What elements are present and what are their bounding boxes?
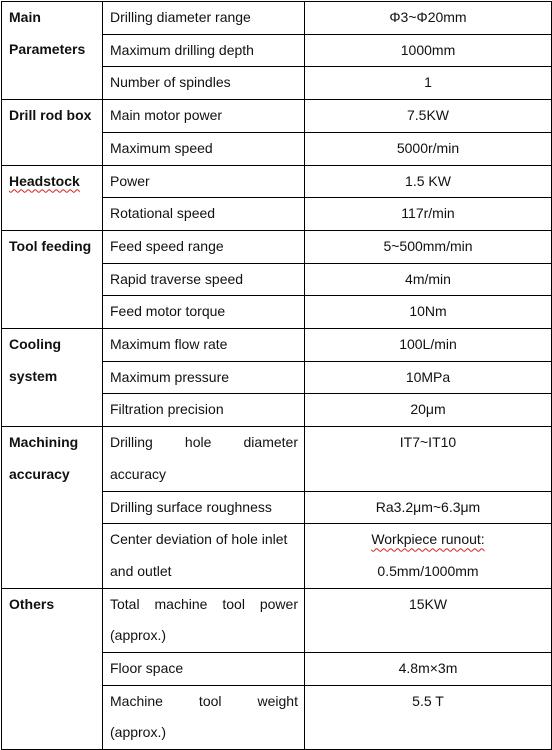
value-cell: [305, 198, 552, 231]
parameter-cell: [103, 100, 305, 133]
parameter-text: Floor space: [110, 660, 184, 677]
parameter-text: (approx.): [110, 724, 167, 741]
value-text: 0.5mm/1000mm: [377, 562, 479, 579]
group-name-cell: [2, 427, 103, 589]
parameter-cell: [103, 329, 305, 362]
parameter-cell: [103, 361, 305, 394]
value-cell: [305, 653, 552, 686]
parameter-text: Feed motor torque: [110, 303, 226, 320]
table-row: [2, 588, 552, 652]
value-cell: [305, 524, 552, 588]
group-name-line: Machining: [9, 434, 79, 451]
parameter-text: Maximum pressure: [110, 368, 230, 385]
value-cell: [305, 427, 552, 491]
parameter-cell: [103, 230, 305, 263]
table-row: [2, 165, 552, 198]
parameter-text: Maximum flow rate: [110, 336, 228, 353]
value-text: 5000r/min: [396, 139, 460, 156]
group-name-line: Parameters: [9, 40, 86, 57]
parameter-cell: [103, 296, 305, 329]
parameter-text: Number of spindles: [110, 74, 231, 91]
group-name-line: Others: [9, 595, 55, 612]
parameter-text: Total machine tool power: [110, 595, 298, 612]
parameter-cell: [103, 653, 305, 686]
value-cell: [305, 588, 552, 652]
parameter-text: Filtration precision: [110, 401, 224, 418]
value-text: 4.8m×3m: [398, 660, 458, 677]
table-row: [2, 230, 552, 263]
group-name-cell: [2, 230, 103, 328]
value-text: Ra3.2μm~6.3μm: [375, 498, 481, 515]
value-text: 7.5KW: [406, 107, 449, 124]
parameter-cell: [103, 198, 305, 231]
value-text: 10Nm: [409, 303, 447, 320]
group-name-line: Headstock: [9, 172, 80, 189]
group-name-line: accuracy: [9, 465, 70, 482]
parameter-cell: [103, 2, 305, 35]
parameter-text: Drilling diameter range: [110, 9, 251, 25]
value-text: 15KW: [408, 595, 448, 612]
parameter-cell: [103, 34, 305, 67]
parameter-cell: [103, 685, 305, 749]
parameter-text: and outlet: [110, 562, 172, 579]
value-cell: [305, 394, 552, 427]
value-cell: [305, 132, 552, 165]
parameter-text: Drilling hole diameter: [110, 434, 298, 451]
group-name-line: Cooling: [9, 336, 62, 353]
spec-table: [1, 1, 552, 750]
value-text: 1000mm: [400, 41, 456, 58]
value-text: IT7~IT10: [399, 434, 457, 451]
group-name-cell: [2, 329, 103, 427]
value-text: 1.5 KW: [405, 172, 451, 189]
parameter-cell: [103, 588, 305, 652]
parameter-text: Rapid traverse speed: [110, 270, 244, 287]
group-name-line: Drill rod box: [9, 107, 92, 124]
value-text: 117r/min: [401, 205, 455, 222]
group-name-cell: [2, 2, 103, 100]
parameter-text: Power: [110, 172, 150, 189]
spec-table-body: [2, 2, 552, 750]
table-row: [2, 427, 552, 491]
parameter-text: (approx.): [110, 627, 167, 644]
value-text: 5.5 T: [412, 692, 444, 709]
parameter-cell: [103, 67, 305, 100]
group-name-cell: [2, 165, 103, 230]
table-row: [2, 329, 552, 362]
table-row: [2, 2, 552, 35]
value-cell: [305, 2, 552, 35]
value-cell: [305, 34, 552, 67]
parameter-cell: [103, 524, 305, 588]
parameter-text: Feed speed range: [110, 237, 224, 254]
value-text: Workpiece runout:: [371, 531, 485, 548]
value-cell: [305, 67, 552, 100]
value-text: 100L/min: [399, 336, 457, 353]
parameter-text: Machine tool weight: [110, 692, 298, 709]
value-text: 5~500mm/min: [383, 237, 473, 254]
group-name-cell: [2, 100, 103, 165]
parameter-text: Center deviation of hole inlet: [110, 531, 288, 548]
value-text: 10MPa: [405, 368, 451, 385]
value-cell: [305, 329, 552, 362]
parameter-text: accuracy: [110, 465, 167, 482]
value-cell: [305, 100, 552, 133]
parameter-cell: [103, 132, 305, 165]
value-cell: [305, 263, 552, 296]
group-name-line: Main: [9, 9, 41, 25]
value-cell: [305, 296, 552, 329]
value-cell: [305, 685, 552, 749]
parameter-text: Main motor power: [110, 107, 223, 124]
value-cell: [305, 230, 552, 263]
parameter-text: Drilling surface roughness: [110, 498, 272, 515]
parameter-cell: [103, 263, 305, 296]
parameter-text: Maximum speed: [110, 139, 213, 156]
parameter-cell: [103, 427, 305, 491]
value-cell: [305, 491, 552, 524]
group-name-line: Tool feeding: [9, 237, 92, 254]
table-row: [2, 100, 552, 133]
value-text: Φ3~Φ20mm: [389, 9, 467, 25]
parameter-cell: [103, 394, 305, 427]
value-text: 4m/min: [405, 270, 451, 287]
group-name-cell: [2, 588, 103, 750]
parameter-cell: [103, 165, 305, 198]
parameter-text: Maximum drilling depth: [110, 41, 254, 58]
parameter-text: Rotational speed: [110, 205, 216, 222]
parameter-cell: [103, 491, 305, 524]
value-cell: [305, 165, 552, 198]
value-text: 20μm: [410, 401, 446, 418]
value-text: 1: [424, 74, 432, 91]
group-name-line: system: [9, 367, 58, 384]
value-cell: [305, 361, 552, 394]
